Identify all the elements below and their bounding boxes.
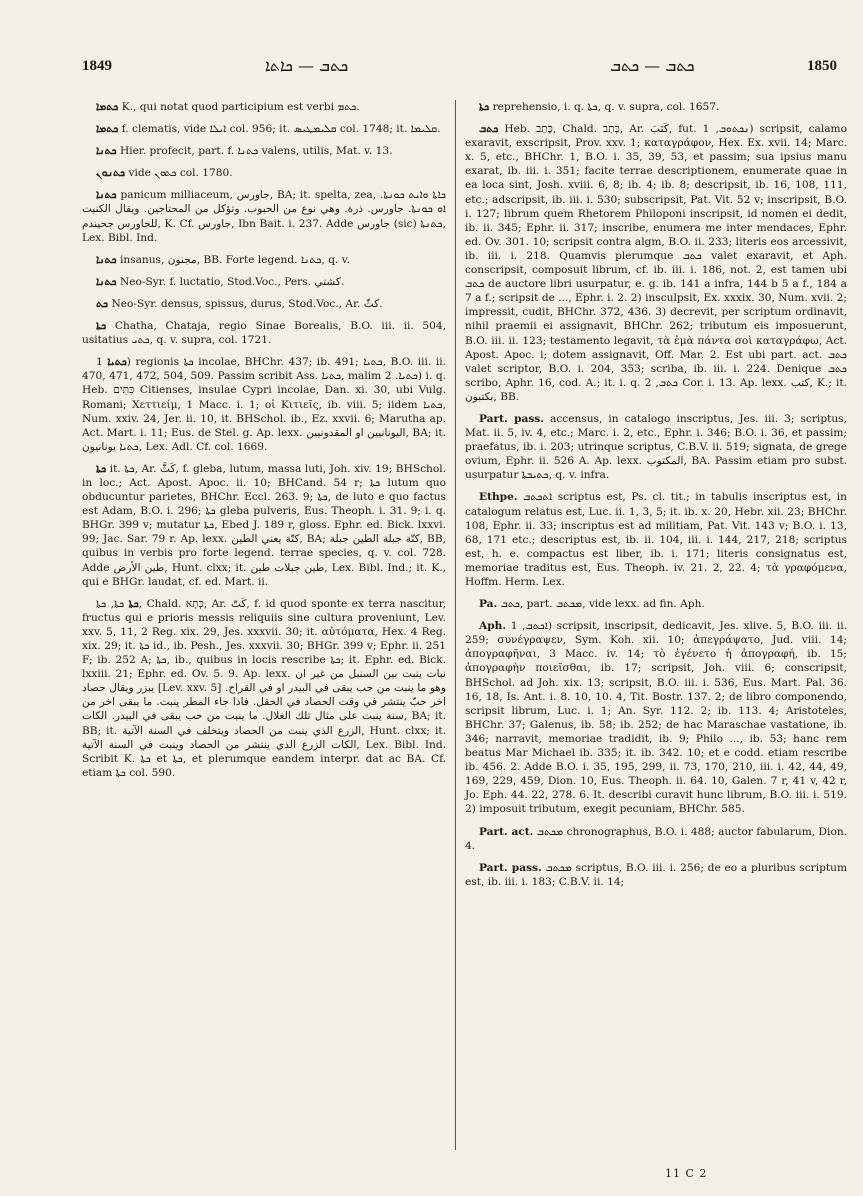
dictionary-entry: [82, 462, 446, 589]
entry-text: K., qui notat quod participium est verbi ܟܬܡ.: [121, 101, 360, 113]
dictionary-entry: [82, 100, 446, 114]
dictionary-entry: [82, 297, 446, 311]
entry-headword: ܟܬܐ: [128, 597, 139, 610]
entry-headword: ܟܬܡܐ: [96, 101, 119, 113]
dictionary-entry: [82, 597, 446, 780]
dictionary-entry: [465, 825, 847, 853]
entry-text: vide ܟܬܘܢ col. 1780.: [128, 167, 233, 180]
dictionary-entry: [82, 166, 446, 180]
entry-headword: Pa.: [479, 598, 498, 611]
entry-text: ܟܬܐ, ܟܬܐ, Chald. כְּתָא, Ar. كَتّ, f. id quod sponte ex terra nascitur, fructus qui e prioris messis reliquiis sine cultura proveniunt, Lev. xxv. 5, 11, 2 Reg. xix. 29, Jes. xxxvii. 30; it. αὐτόματα, Hex. 4 Reg. xix. 29; it. ܟܬܐ id., ib. Pesh., Jes. xxxvii. 30; BHGr. 399 v; Ephr. ii. 251 F; ib. 252 A; ܟܬܐ, ib., quibus in locis rescribe ܟܬܐ; it. Ephr. ed. Bick. lxxiii. 21; Ephr. ed. Ov. 5. 9. Ap. lexx. نبات ينبت بين السنبل من غير ان يبزر ويقال حصاد [Lev. xxv. 5] وهو ما ينبت من حب يبقى في البيدر او في القراح. اخر حبّ ينتشر في وقت الحصاد في الحقل. فاذا جاء المطر ينبت. ما يبقى اخر من سنة ينبت على مثال تلك الغلال. ما ينبت من حب يبقى في البيدر. الكات, BA; it. BB; it. الزرع الذي ينبت من الحصاد ويتخلف في السنة الآتية, Hunt. clxx; it. الكات الزرع الذي ينتشر من الحصاد وينبت في السنة الآتية, Lex. Bibl. Ind. Scribit K. ܟܬܐ et ܟܬܐ, et plerumque eandem interpr. dat ac BA. Cf. etiam ܟܬܐ col. 590.: [82, 597, 447, 779]
entry-text: ܡܟܬܒ scriptus, B.O. iii. i. 256; de eo a pluribus scriptum est, ib. iii. i. 183; C.B.V. ii. 14;: [465, 861, 847, 888]
entry-text: ܡܟܬܒ chronographus, B.O. i. 488; auctor fabularum, Dion. 4.: [465, 825, 848, 852]
entry-headword: ܟܬܐ: [96, 320, 107, 333]
right-running-head: ܟܬܒ — ܟܬܒ: [610, 56, 695, 75]
entry-headword: ܟܬܐ: [479, 101, 490, 113]
entry-text: it. ܟܬܐ, Ar. كَثَّ, f. gleba, lutum, massa luti, Joh. xiv. 19; BHSchol. in loc.; Act. Apost. Apoc. ii. 10; BHCand. 54 r; ܟܬܐ lutum quo obducuntur parietes, BHChr. Eccl. 263. 9; ܟܬܐ, de luto e quo factus est Adam, B.O. i. 296; ܟܬܐ gleba pulveris, Eus. Theoph. i. 31. 9; i. q. BHGr. 399 v; mutatur ܟܬܐ, Ebed J. 189 r, gloss. Ephr. ed. Bick. lxxvi. 99; Jac. Sar. 79 r. Ap. lexx. كتّة يعني الطين, BA; كتّة جبلة الطين جبلة, BB, quibus in verbis pro forte legend. terrae species, q. v. col. 728. Adde طين الأرض, Hunt. clxx; it. طين جبلات طين, Lex. Bibl. Ind.; it. K., qui e BHGr. laudat, cf. ed. Mart. ii.: [82, 462, 447, 588]
entry-text: 1) regionis ܟܬܐ incolae, BHChr. 437; ib. 491; ܟܬܝܐ, B.O. iii. ii. 470, 471, 472, 504, 509. Passim scribit Ass. ܟܬܝܐ, malim ܟܬܝܐ. 2) i. q. Heb. כִּתִּים Citienses, insulae Cypri incolae, Dan. xi. 30, ubi Vulg. Romani; Χεττιείμ, 1 Macc. i. 1; οἱ Κιτιεῖς, ib. viii. 5; iidem ܟܬܝܐ, Num. xxiv. 24, Jer. ii. 10, it. BHSchol. ib., Ez. xxvii. 6; Marutha ap. Act. Mart. i. 11; Eus. de Stel. g. Ap. lexx. اليونانيين او المقدونيين, BA; it. ܟܬܝܐ يونانيون, Lex. Adl. Cf. col. 1669.: [82, 356, 446, 453]
dictionary-entry: [82, 144, 446, 158]
entry-text: panicum milliaceum, جاورس, BA; it. spelta, zea, ܟܐܬܐ ܘܐܝܬ ܟܘܢܬܐ. ܐܘ ܟܘܢܬܐ. جاورس. ذرة. وهي نوع من الحبوب. وتؤكل من المحتاجين. ويقال الكنيت للجاورس جحيندم, K. Cf. جاورس, Ibn Bait. i. 237. Adde جاورس (sic) ܟܬܢܬܐ, Lex. Bibl. Ind.: [82, 189, 446, 244]
entry-text: Chatha, Chataja, regio Sinae Borealis, B.O. iii. ii. 504, usitatius ܟܬܝ, q. v. supra, col. 1721.: [82, 320, 446, 347]
entry-text: reprehensio, i. q. ܟܬܐ, q. v. supra, col. 1657.: [492, 101, 720, 113]
entry-text: f. clematis, vide ܐܝܠܐ col. 956; it. ܩܠܝܡܛܝܣ col. 1748; it. ܩܠܝܡܐ.: [121, 123, 441, 136]
dictionary-entry: [82, 122, 446, 136]
entry-text: Hier. profecit, part. f. ܟܬܢܐ valens, utilis, Mat. v. 13.: [119, 145, 393, 158]
entry-headword: Part. pass.: [479, 412, 544, 425]
entry-text: Heb. כָּתַב, Chald. כְּתַב, Ar. كَتَبَ, fut. ܢܟܬܘܒ, 1) scripsit, calamo exaravit, exscripsit, Prov. xxv. 1; καταγράφον, Hex. Ex. xvii. 14; Marc. x. 5, etc., BHChr. 1, B.O. i. 35, 39, 53, et passim; sua ipsius manu exarat, ib. iii. i. 351; facite terrae descriptionem, enumerate quae in ea loca sint, Josh. xviii. 6, 8; ib. 4; ib. 8; descripsit, ib. 16, 108, 111, etc.; adscripsit, ib. iii. i. 530; subscripsit, Pat. Vit. 52 v; inscripsit, B.O. i. 127; librum quem Rhetorem Philoponi inscripsit, id nomen ei dedit, ib. ii. 345; Ephr. ii. 317; inscribe, enumera me inter mendaces, Ephr. ed. Ov. 301. 10; scripsit contra algm, B.O. ii. 233; literis eos arcessivit, ib. iii. i. 218. Quamvis plerumque ܟܬܒ valet exaravit, et Aph. conscripsit, composuit librum, cf. ib. iii. i. 186, not. 2, est tamen ubi ܟܬܒ de auctore libri usurpatur, e. g. ib. 141 a infra, 144 b 5 a f., 184 a 7 a f.; scripsit de ..., Ephr. i. 2. 2) insculpsit, Ex. xxxix. 30, Num. xvii. 2; impressit, cudit, BHChr. 372, 436. 3) decrevit, per scriptum ordinavit, nihil praemii ei assignavit, BHChr. 262; tributum eis imposuerunt, B.O. iii. ii. 123; testamento legavit, τὰ ἐμὰ πάντα σοὶ καταγράφω, Act. Apost. Apoc. i; dotem assignavit, Off. Mar. 2. Est ubi part. act. ܟܬܒ valet scriptor, B.O. i. 204, 353; scriba, ib. iii. i. 224. Denique ܟܬܒ scribo, Aphr. 16, cod. A.; it. i. q. ܟܬܒ, 2 Cor. i. 13. Ap. lexx. كتب, K.; it. بكتبون, BB.: [465, 123, 847, 403]
entry-text: Neo-Syr. densus, spissus, durus, Stod.Voc., Ar. كثّ.: [111, 297, 383, 310]
entry-headword: ܟܬܐ: [96, 462, 107, 475]
entry-text: insanus, مجنون, BB. Forte legend. ܟܬܢܐ, q. v.: [119, 253, 350, 266]
right-page-number: 1850: [807, 58, 837, 74]
dictionary-entry: [82, 355, 446, 454]
dictionary-entry: [465, 619, 847, 816]
entry-headword: Part. act.: [479, 825, 534, 838]
entry-headword: Part. pass.: [479, 861, 542, 874]
entry-headword: Aph.: [479, 620, 507, 633]
left-column: [82, 100, 446, 788]
entry-text: accensus, in catalogo inscriptus, Jes. iii. 3; scriptus, Mat. ii. 5, iv. 4, etc.; Marc. i. 2, etc., Ephr. i. 346; B.O. i. 36, et passim; praefatus, ib. i. 203; utrinque scriptus, C.B.V. ii. 519; signata, de grege ovium, Ephr. ii. 526 A. Ap. lexx. المكتوب, BA. Passim etiam pro subst. usurpatur ܟܬܝܒܬܐ, q. v. infra.: [465, 412, 847, 482]
left-running-head: ܟܬܒ — ܟܐܬܐ: [265, 56, 349, 75]
entry-headword: ܟܬܢܐ: [96, 145, 117, 158]
dictionary-entry: [465, 122, 847, 404]
right-column: [465, 100, 847, 897]
entry-text: ܐܟܬܒ, 1) scripsit, inscripsit, dedicavit, Jes. xlive. 5, B.O. iii. ii. 259; συνέγραψεν, Sym. Koh. xii. 10; ἀπεγράψατο, Jud. viii. 14; ἀπογραφῆναι, 3 Macc. iv. 14; τὸ ἐγένετο ἡ ἀπογραφή, ib. 15; ἀπογραφὴν ποιεῖσθαι, ib. 17; scripsit, Joh. viii. 6; conscripsit, BHSchol. ad Joh. xix. 13; scripsit, B.O. iii. i. 536, Eus. Mart. Pal. 36. 16, 18, Is. Ant. i. 8. 10, 10. 4, Tit. Bostr. 137. 2; de libro componendo, scripsit librum, Luc. i. 1; An. Syr. 112. 2; ib. 113. 4; Aristoteles, BHChr. 37; Galenus, ib. 58; ib. 252; de hac Maraschae vastatione, ib. 346; narravit, memoriae tradidit, ib. 9; Philo ..., ib. 53; hanc rem beatus Mar Michael ib. 335; it. ib. 342. 10; et e codd. etiam rescribe ib. 456. 2. Adde B.O. i. 35, 195, 299, ii. 73, 170, 210, iii. i. 42, 44, 49, 169, 229, 459, Dion. 10, Eus. Theoph. ii. 64. 10, Galen. 7 r, 41 v, 42 r, Jo. Eph. 44. 22, 278. 6. It. describi curavit hunc librum, B.O. iii. i. 519. 2) imposuit tributum, exegit pecuniam, BHChr. 585.: [465, 620, 847, 816]
signature-mark: 11 C 2: [665, 1167, 708, 1180]
dictionary-entry: [82, 253, 446, 267]
dictionary-entry: [465, 100, 847, 114]
entry-headword: ܟܬܢܐ: [96, 275, 117, 288]
column-divider: [455, 100, 456, 1150]
entry-headword: ܟܬܝܐ: [107, 356, 127, 369]
entry-text: ܟܬܒ, part. ܡܟܬܒ, vide lexx. ad fin. Aph.: [500, 598, 705, 611]
dictionary-entry: [465, 861, 847, 889]
dictionary-entry: [82, 188, 446, 244]
entry-headword: ܟܬܒ: [479, 123, 499, 136]
dictionary-entry: [465, 490, 847, 589]
dictionary-entry: [82, 275, 446, 289]
entry-headword: ܟܬ: [96, 297, 109, 310]
entry-text: ܐܬܟܬܒ scriptus est, Ps. cl. tit.; in tabulis inscriptus est, in catalogum relatus est, Luc. ii. 1, 3, 5; it. ib. x. 20, Hebr. xii. 23; BHChr. 108, Ephr. ii. 33; inscriptus est ad militiam, Pat. Vit. 143 v; B.O. i. 13, 68, 171 etc.; descriptus est, ib. ii. 104, iii. i. 144, 217, 218; scriptus est, h. e. compactus est liber, ib. i. 171; literis consignatus est, memoriae traditus est, Eus. Theoph. iv. 21. 2, 22. 4; τὰ γραφόμενα, Hoffm. Herm. Lex.: [465, 491, 847, 588]
entry-text: Neo-Syr. f. luctatio, Stod.Voc., Pers. كشتي.: [119, 275, 345, 288]
entry-headword: ܟܬܢܘܢ: [96, 167, 126, 180]
dictionary-entry: [465, 412, 847, 482]
dictionary-entry: [82, 319, 446, 347]
page-header: [50, 56, 841, 84]
entry-headword: ܟܬܢܐ: [96, 189, 117, 202]
entry-headword: Ethpe.: [479, 491, 518, 504]
dictionary-entry: [465, 597, 847, 611]
entry-headword: ܟܬܢܐ: [96, 253, 117, 266]
entry-headword: ܟܬܡܐ: [96, 123, 119, 136]
left-page-number: 1849: [82, 58, 112, 74]
